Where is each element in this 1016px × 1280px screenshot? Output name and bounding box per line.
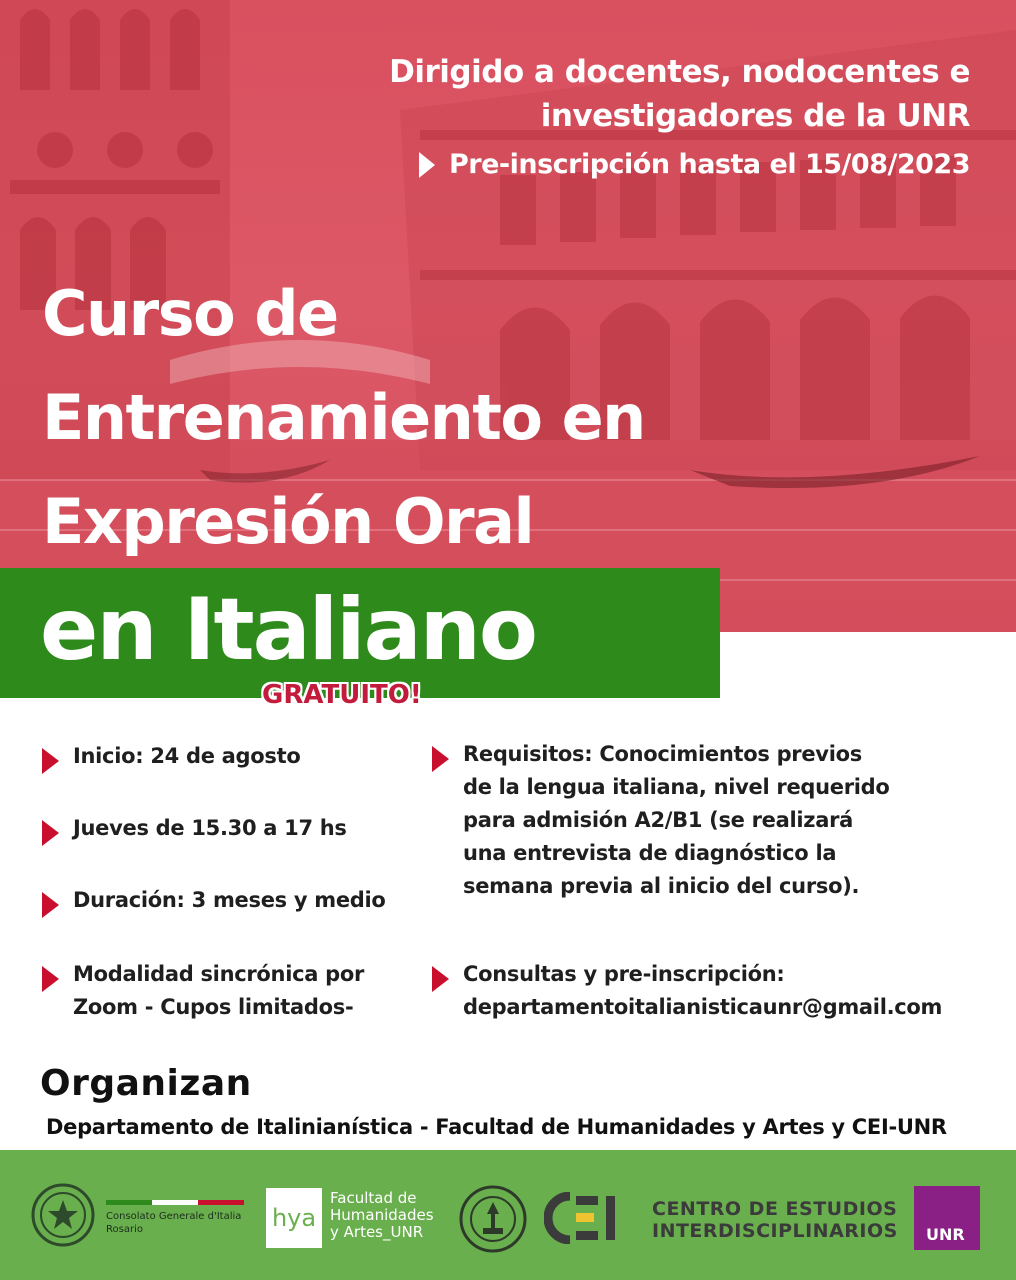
detail-contact [432, 958, 942, 1024]
contact-email-link[interactable]: departamentoitalianisticaunr@gmail.com [463, 995, 943, 1019]
unr-logo: UNR [914, 1186, 980, 1250]
detail-start-date [42, 740, 300, 774]
bullet-arrow-icon [42, 966, 59, 992]
modality-line-2: Zoom - Cupos limitados- [73, 995, 354, 1019]
hero-banner [0, 0, 1016, 632]
detail-duration [42, 884, 386, 918]
university-seal-icon [458, 1184, 528, 1254]
hya-logo: hya [266, 1188, 322, 1248]
requirements-line: una entrevista de diagnóstico la [463, 841, 837, 865]
requirements-text [463, 738, 890, 903]
title-line-1: Curso de [42, 277, 338, 350]
audience-line-2: investigadores de la UNR [540, 98, 970, 134]
consulate-logo-text: Consolato Generale d'Italia Rosario [106, 1211, 242, 1235]
modality-text [73, 958, 364, 1024]
organizers-heading: Organizan [40, 1063, 252, 1104]
cei-logo-icon [544, 1192, 626, 1244]
title-line-2: Entrenamiento en [42, 381, 645, 454]
title-line-3: Expresión Oral [42, 485, 534, 558]
bullet-arrow-icon [432, 966, 449, 992]
bullet-arrow-icon [432, 746, 449, 772]
schedule-text: Jueves de 15.30 a 17 hs [73, 816, 347, 840]
contact-text [463, 958, 942, 1024]
bullet-arrow-icon [42, 892, 59, 918]
play-arrow-icon [419, 152, 435, 178]
requirements-line: Requisitos: Conocimientos previos [463, 742, 862, 766]
bullet-arrow-icon [42, 748, 59, 774]
course-title [42, 262, 645, 574]
contact-label: Consultas y pre-inscripción: [463, 962, 785, 986]
deadline-row [389, 148, 970, 182]
detail-modality [42, 958, 364, 1024]
italian-emblem-icon [30, 1182, 96, 1248]
hya-logo-text: Facultad de Humanidades y Artes_UNR [330, 1189, 434, 1241]
free-badge: GRATUITO! [262, 680, 422, 710]
detail-schedule [42, 812, 347, 846]
italian-flag-line [106, 1200, 244, 1205]
organizers-text: Departamento de Italinianística - Facultad de Humanidades y Artes y CEI-UNR [46, 1115, 947, 1139]
start-date-text: Inicio: 24 de agosto [73, 744, 301, 768]
bullet-arrow-icon [42, 820, 59, 846]
duration-text: Duración: 3 meses y medio [73, 888, 386, 912]
deadline-text: Pre-inscripción hasta el 15/08/2023 [448, 149, 970, 180]
audience-line-1: Dirigido a docentes, nodocentes e [389, 54, 970, 90]
requirements-line: para admisión A2/B1 (se realizará [463, 808, 854, 832]
modality-line-1: Modalidad sincrónica por [73, 962, 365, 986]
sponsor-footer [0, 1150, 1016, 1280]
title-highlight: en Italiano [40, 580, 536, 680]
audience-info [389, 50, 970, 182]
title-highlight-bar [0, 568, 720, 698]
detail-requirements [432, 738, 890, 903]
requirements-line: de la lengua italiana, nivel requerido [463, 775, 890, 799]
requirements-line: semana previa al inicio del curso). [463, 874, 860, 898]
cei-logo-text: CENTRO DE ESTUDIOS INTERDISCIPLINARIOS [652, 1198, 898, 1242]
